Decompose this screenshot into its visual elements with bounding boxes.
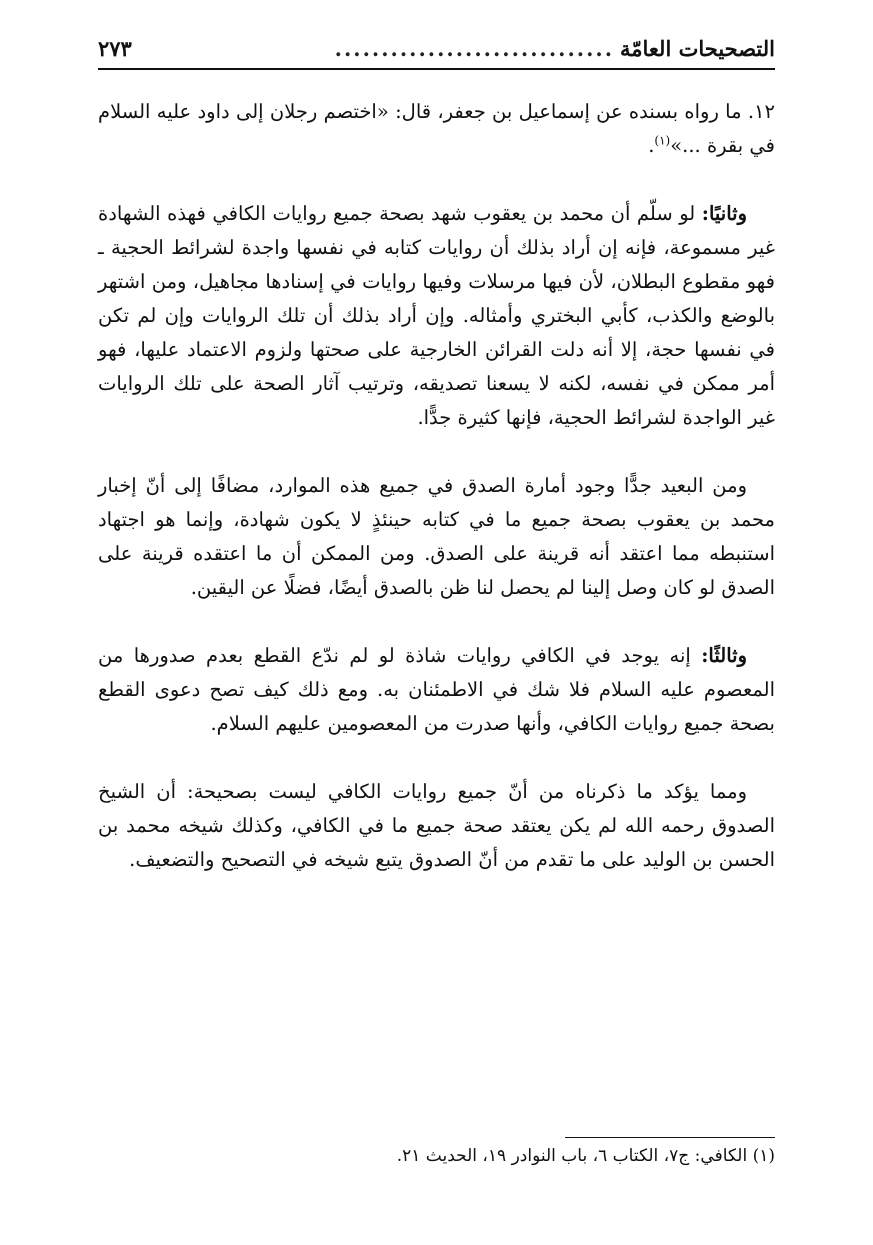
paragraph-lead: وثالثًا: (701, 644, 747, 667)
paragraph-second-point (98, 197, 775, 435)
footnote-reference[interactable]: (١) (654, 133, 671, 148)
paragraph-lead: وثانيًا: (701, 202, 747, 225)
body-text (98, 95, 775, 911)
paragraph-text: ومما يؤكد ما ذكرناه من أنّ جميع روايات الكافي ليست بصحيحة: أن الشيخ الصدوق رحمه الله لم يكن يعتقد صحة جميع ما في الكافي، وكذلك شيخه محمد بن الحسن بن الوليد على ما تقدم من أنّ الصدوق يتبع شيخه في التصحيح والتضعيف. (98, 780, 775, 871)
paragraph-third-point (98, 639, 775, 741)
page-number: ٢٧٣ (98, 35, 132, 61)
footnote-rule (565, 1137, 775, 1138)
paragraph-text: لو سلّم أن محمد بن يعقوب شهد بصحة جميع روايات الكافي فهذه الشهادة غير مسموعة، فإنه إن أراد بذلك أن روايات كتابه في نفسها واجدة لشرائط الحجية ـ فهو مقطوع البطلان، لأن فيها مرسلات وفيها روايات في إسنادها مجاهيل، ومن اشتهر بالوضع والكذب، كأبي البختري وأمثاله. وإن أراد بذلك أن تلك الروايات وإن لم تكن في نفسها حجة، إلا أنه دلت القرائن الخارجية على صحتها ولزوم الاعتماد عليها، فهو أمر ممكن في نفسه، لكنه لا يسعنا تصديقه، وترتيب آثار الصحة على تلك الروايات غير الواجدة لشرائط الحجية، فإنها كثيرة جدًّا. (98, 202, 775, 429)
running-header (98, 28, 775, 68)
item-text: ١٢. ما رواه بسنده عن إسماعيل بن جعفر، قال: «اختصم رجلان إلى داود عليه السلام في بقرة ...» (98, 100, 775, 157)
paragraph-text: إنه يوجد في الكافي روايات شاذة لو لم ندّع القطع بعدم صدورها من المعصوم عليه السلام فلا شك في الاطمئنان به. ومع ذلك كيف تصح دعوى القطع بصحة جميع روايات الكافي، وأنها صدرت من المعصومين عليهم السلام. (98, 644, 775, 735)
header-rule (98, 68, 775, 70)
footnote: (١) الكافي: ج٧، الكتاب ٦، باب النوادر ١٩، الحديث ٢١. (396, 1146, 775, 1166)
paragraph-remote-evidence (98, 469, 775, 605)
leader-dots: .............................. (334, 35, 615, 61)
numbered-item-12 (98, 95, 775, 163)
paragraph-saduq (98, 775, 775, 877)
item-end: . (648, 134, 655, 157)
running-title: التصحيحات العامّة (620, 35, 775, 61)
paragraph-text: ومن البعيد جدًّا وجود أمارة الصدق في جميع هذه الموارد، مضافًا إلى أنّ إخبار محمد بن يعقوب بصحة جميع ما في كتابه حينئذٍ لا يكون شهادة، وإنما هو اجتهاد استنبطه مما اعتقد أنه قرينة على الصدق. ومن الممكن أن ما اعتقده قرينة على الصدق لو كان وصل إلينا لم يحصل لنا ظن بالصدق أيضًا، فضلًا عن اليقين. (98, 474, 775, 599)
